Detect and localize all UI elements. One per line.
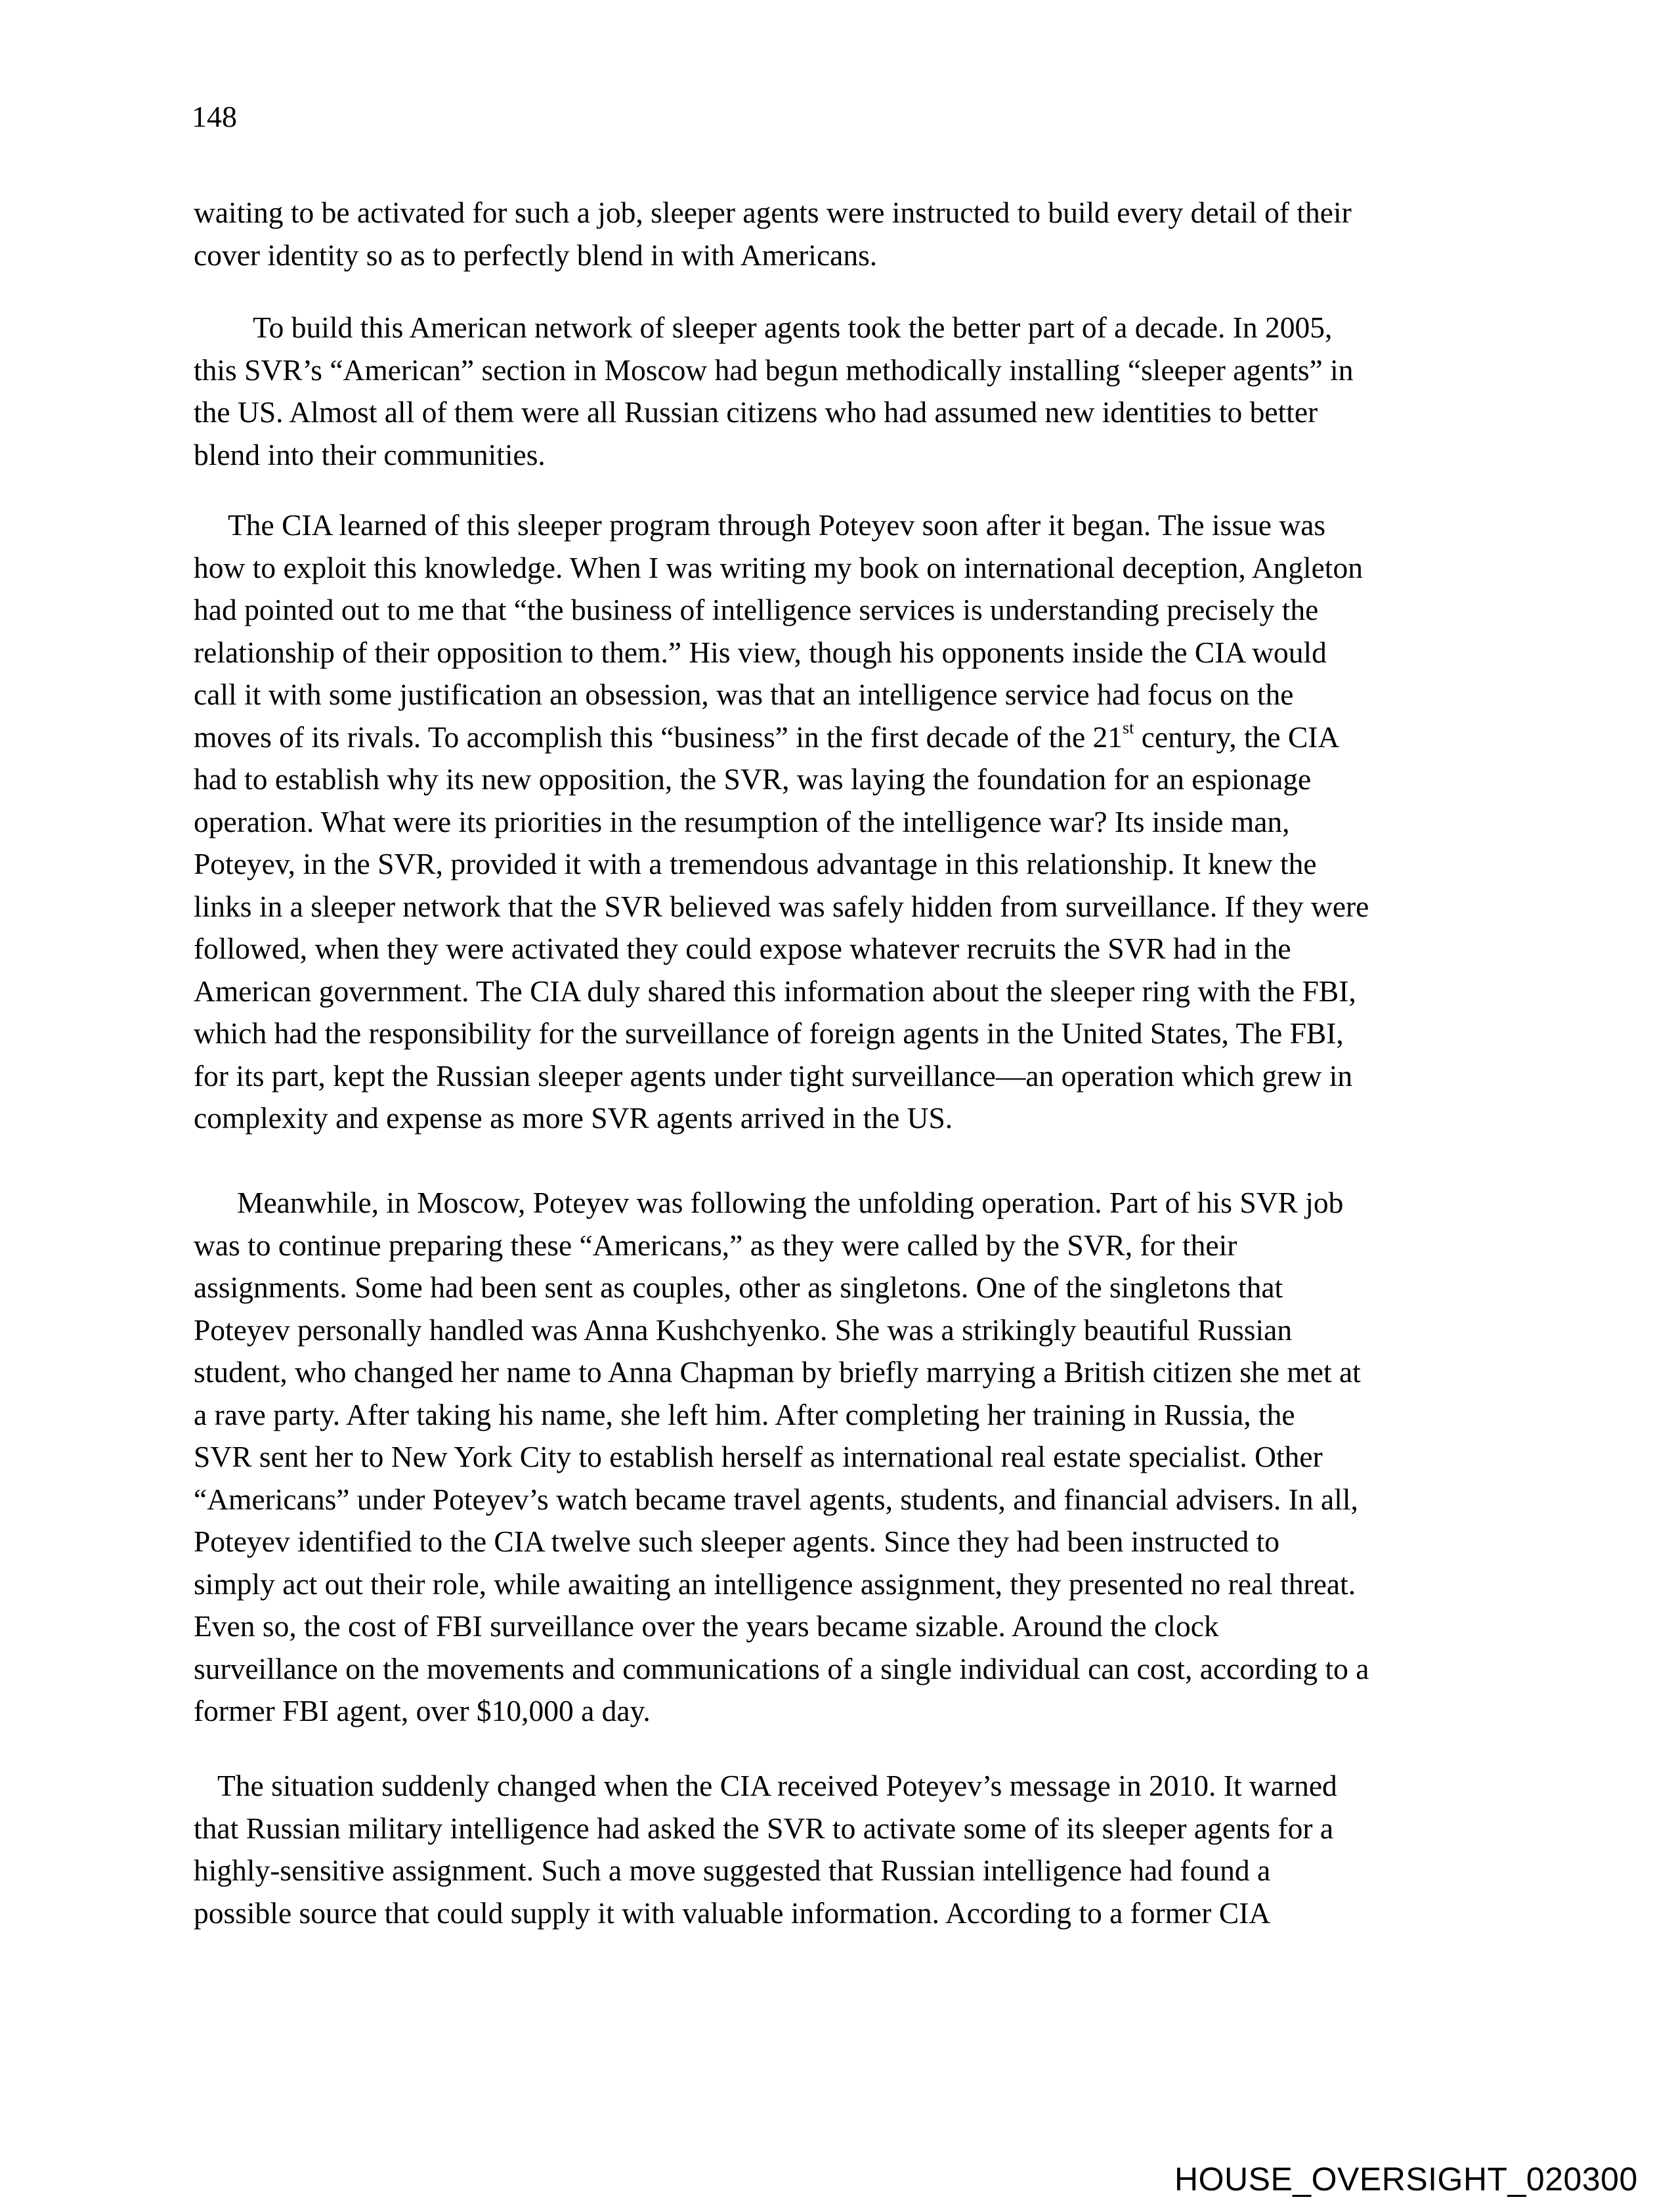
text-line: The situation suddenly changed when the CIA received Poteyev’s message in 2010. It warned [217,1769,1337,1802]
paragraph-5 [194,1765,1507,1934]
text-line: the US. Almost all of them were all Russian citizens who had assumed new identities to better [194,395,1318,429]
text-line: possible source that could supply it with valuable information. According to a former CIA [194,1896,1271,1930]
text-line: links in a sleeper network that the SVR believed was safely hidden from surveillance. If they were [194,889,1369,923]
text-line: for its part, kept the Russian sleeper agents under tight surveillance—an operation which grew in [194,1058,1353,1093]
paragraph-4 [194,1182,1507,1733]
text-line: Meanwhile, in Moscow, Poteyev was following the unfolding operation. Part of his SVR job [237,1186,1344,1219]
paragraph-1 [194,192,1507,276]
ordinal-superscript: st [1123,718,1134,738]
text-line: assignments. Some had been sent as couples, other as singletons. One of the singletons that [194,1270,1283,1304]
text-line: followed, when they were activated they could expose whatever recruits the SVR had in the [194,932,1291,965]
text-line: former FBI agent, over $10,000 a day. [194,1694,651,1727]
text-line: relationship of their opposition to them.” His view, though his opponents inside the CIA would [194,635,1327,669]
text-line: complexity and expense as more SVR agents arrived in the US. [194,1101,953,1135]
line-text-after: century, the CIA [1134,720,1340,754]
text-line: this SVR’s “American” section in Moscow had begun methodically installing “sleeper agents” in [194,353,1354,387]
paragraph-3 [194,504,1507,1140]
text-line: highly-sensitive assignment. Such a move suggested that Russian intelligence had found a [194,1854,1271,1887]
text-line-with-superscript [194,716,1507,759]
paragraph-2 [194,307,1507,476]
text-line: Poteyev, in the SVR, provided it with a tremendous advantage in this relationship. It knew the [194,847,1317,880]
text-line: surveillance on the movements and communications of a single individual can cost, according to a [194,1651,1369,1685]
bates-number: HOUSE_OVERSIGHT_020300 [1174,2161,1638,2198]
text-line: To build this American network of sleeper agents took the better part of a decade. In 2005, [253,311,1333,344]
text-line: Even so, the cost of FBI surveillance over the years became sizable. Around the clock [194,1609,1219,1643]
line-text-before: moves of its rivals. To accomplish this “business” in the first decade of the 21 [194,720,1123,754]
text-line: which had the responsibility for the surveillance of foreign agents in the United States, The FBI, [194,1016,1344,1050]
text-line: Poteyev personally handled was Anna Kushchyenko. She was a strikingly beautiful Russian [194,1312,1293,1347]
text-line: had pointed out to me that “the business of intelligence services is understanding precisely the [194,593,1319,626]
text-line: call it with some justification an obsession, was that an intelligence service had focus on the [194,678,1294,711]
text-line: waiting to be activated for such a job, sleeper agents were instructed to build every detail of their [194,196,1352,229]
text-line: student, who changed her name to Anna Chapman by briefly marrying a British citizen she met at [194,1355,1361,1389]
page-number: 148 [192,100,237,133]
text-line: simply act out their role, while awaiting an intelligence assignment, they presented no real threat. [194,1567,1356,1601]
text-line: Poteyev identified to the CIA twelve such sleeper agents. Since they had been instructed to [194,1525,1279,1558]
text-line: cover identity so as to perfectly blend in with Americans. [194,238,878,272]
text-line: that Russian military intelligence had asked the SVR to activate some of its sleeper agents for a [194,1811,1334,1845]
text-line: had to establish why its new opposition, the SVR, was laying the foundation for an espionage [194,762,1312,796]
text-line: was to continue preparing these “Americans,” as they were called by the SVR, for their [194,1228,1237,1262]
text-line: a rave party. After taking his name, she left him. After completing her training in Russia, the [194,1397,1295,1431]
text-line: SVR sent her to New York City to establish herself as international real estate specialist. Other [194,1440,1323,1473]
text-line: The CIA learned of this sleeper program through Poteyev soon after it began. The issue was [228,508,1326,542]
text-line: American government. The CIA duly shared this information about the sleeper ring with the FBI, [194,974,1356,1008]
text-line: blend into their communities. [194,437,546,471]
text-line: how to exploit this knowledge. When I was writing my book on international deception, Angleton [194,550,1363,584]
text-line: “Americans” under Poteyev’s watch became travel agents, students, and financial advisers. In all, [194,1482,1358,1516]
text-line: operation. What were its priorities in the resumption of the intelligence war? Its inside man, [194,804,1290,838]
